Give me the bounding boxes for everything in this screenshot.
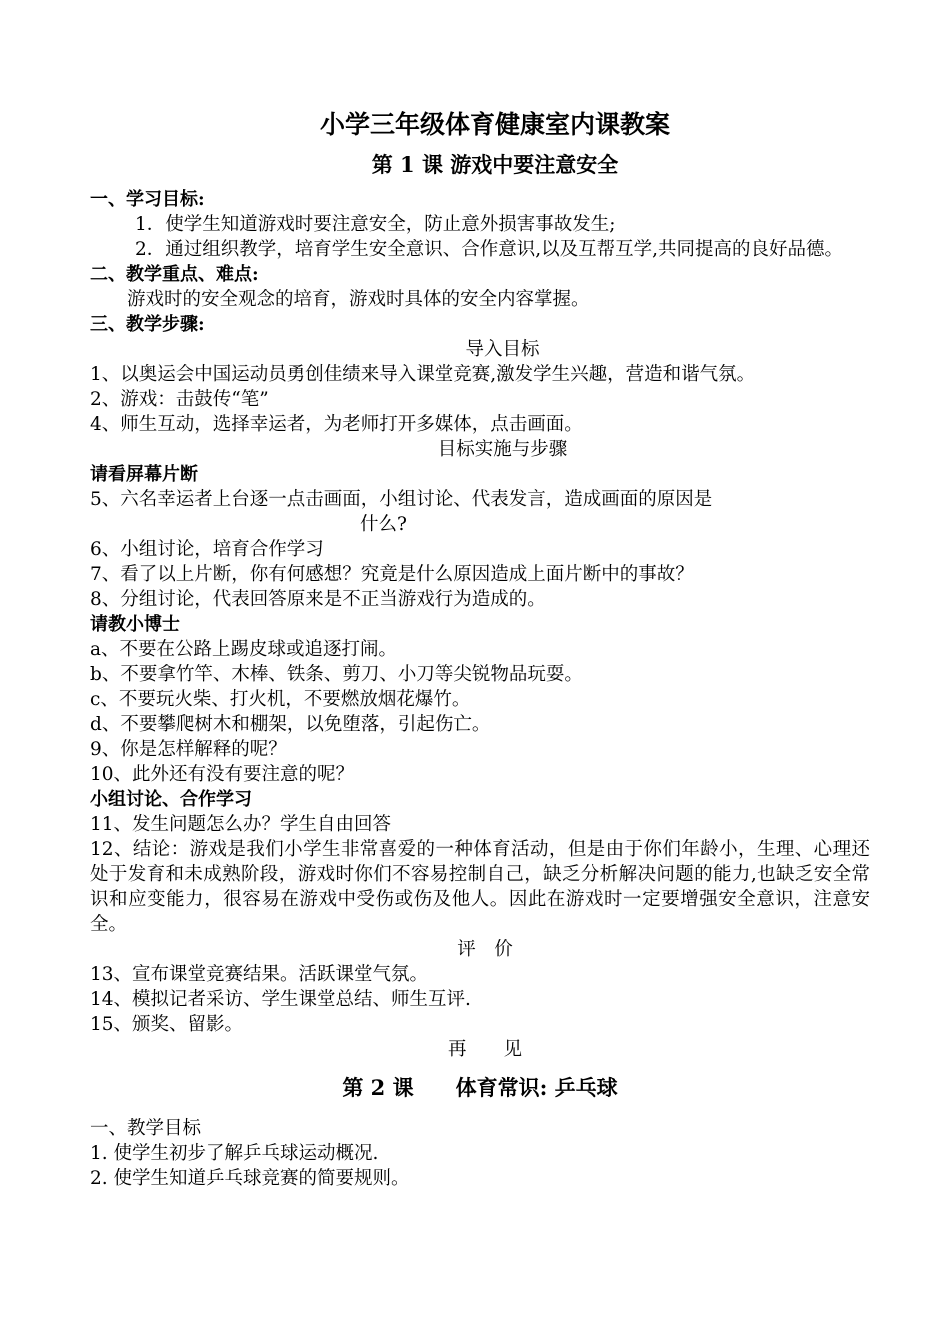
step-10: 10、此外还有没有要注意的呢？ <box>90 764 355 785</box>
group-discussion-heading: 小组讨论、合作学习 <box>90 789 252 810</box>
subheading-goodbye: 再 见 <box>447 1039 522 1060</box>
document-page <box>90 105 870 1191</box>
step-14: 14、模拟记者采访、学生课堂总结、师生互评. <box>90 989 471 1010</box>
subheading-evaluation: 评 价 <box>457 939 513 960</box>
document-title: 小学三年级体育健康室内课教案 <box>319 110 670 139</box>
step-5-continued: 什么? <box>360 514 407 535</box>
step-4: 4、师生互动，选择幸运者，为老师打开多媒体，点击画面。 <box>90 414 583 435</box>
key-points-text: 游戏时的安全观念的培育，游戏时具体的安全内容掌握。 <box>127 289 590 310</box>
step-15: 15、颁奖、留影。 <box>90 1014 244 1035</box>
goal-1: 1．使学生知道游戏时要注意安全，防止意外损害事故发生; <box>135 214 616 235</box>
safety-item-a: a、不要在公路上踢皮球或追逐打闹。 <box>90 639 398 660</box>
watch-screen-heading: 请看屏幕片断 <box>90 464 198 485</box>
step-13: 13、宣布课堂竞赛结果。活跃课堂气氛。 <box>90 964 429 985</box>
step-5: 5、六名幸运者上台逐一点击画面，小组讨论、代表发言，造成画面的原因是 <box>90 489 713 510</box>
section-heading-steps: 三、教学步骤: <box>90 314 205 335</box>
section-heading-key-points: 二、教学重点、难点: <box>90 264 259 285</box>
step-6: 6、小组讨论，培育合作学习 <box>90 539 324 560</box>
step-7: 7、看了以上片断，你有何感想？究竟是什么原因造成上面片断中的事故？ <box>90 564 694 585</box>
step-2: 2、游戏：击鼓传“笔” <box>90 389 269 410</box>
step-8: 8、分组讨论，代表回答原来是不正当游戏行为造成的。 <box>90 589 546 610</box>
safety-item-c: c、不要玩火柴、打火机，不要燃放烟花爆竹。 <box>90 689 471 710</box>
subheading-implementation: 目标实施与步骤 <box>437 439 568 460</box>
lesson-2-title: 第 2 课 体育常识: 乒乓球 <box>342 1075 618 1100</box>
safety-item-d: d、不要攀爬树木和棚架，以免堕落，引起伤亡。 <box>90 714 491 735</box>
step-1: 1、以奥运会中国运动员勇创佳绩来导入课堂竞赛,激发学生兴趣，营造和谐气氛。 <box>90 364 756 385</box>
safety-item-b: b、不要拿竹竿、木棒、铁条、剪刀、小刀等尖锐物品玩耍。 <box>90 664 583 685</box>
subheading-intro: 导入目标 <box>465 339 540 360</box>
step-9: 9、你是怎样解释的呢？ <box>90 739 287 760</box>
goal-2: 2．通过组织教学，培育学生安全意识、合作意识,以及互帮互学,共同提高的良好品德。 <box>135 239 844 260</box>
section-heading-goals: 一、学习目标: <box>90 189 205 210</box>
lesson-2-goal-2: 2. 使学生知道乒乓球竞赛的简要规则。 <box>90 1168 410 1189</box>
ask-doctor-heading: 请教小博士 <box>90 614 180 635</box>
lesson-1-title: 第 1 课 游戏中要注意安全 <box>371 152 619 177</box>
step-12-conclusion: 12、结论：游戏是我们小学生非常喜爱的一种体育活动，但是由于你们年龄小，生理、心理还处于发育和未成熟阶段，游戏时你们不容易控制自己，缺乏分析解决问题的能力,也缺乏安全常识和应变能力，很容易在游戏中受伤或伤及他人。因此在游戏时一定要增强安全意识，注意安全。 <box>90 839 870 935</box>
lesson-2-goal-1: 1. 使学生初步了解乒乓球运动概况. <box>90 1143 379 1164</box>
step-11: 11、发生问题怎么办？学生自由回答 <box>90 814 392 835</box>
lesson-2-goals-heading: 一、教学目标 <box>90 1118 202 1139</box>
